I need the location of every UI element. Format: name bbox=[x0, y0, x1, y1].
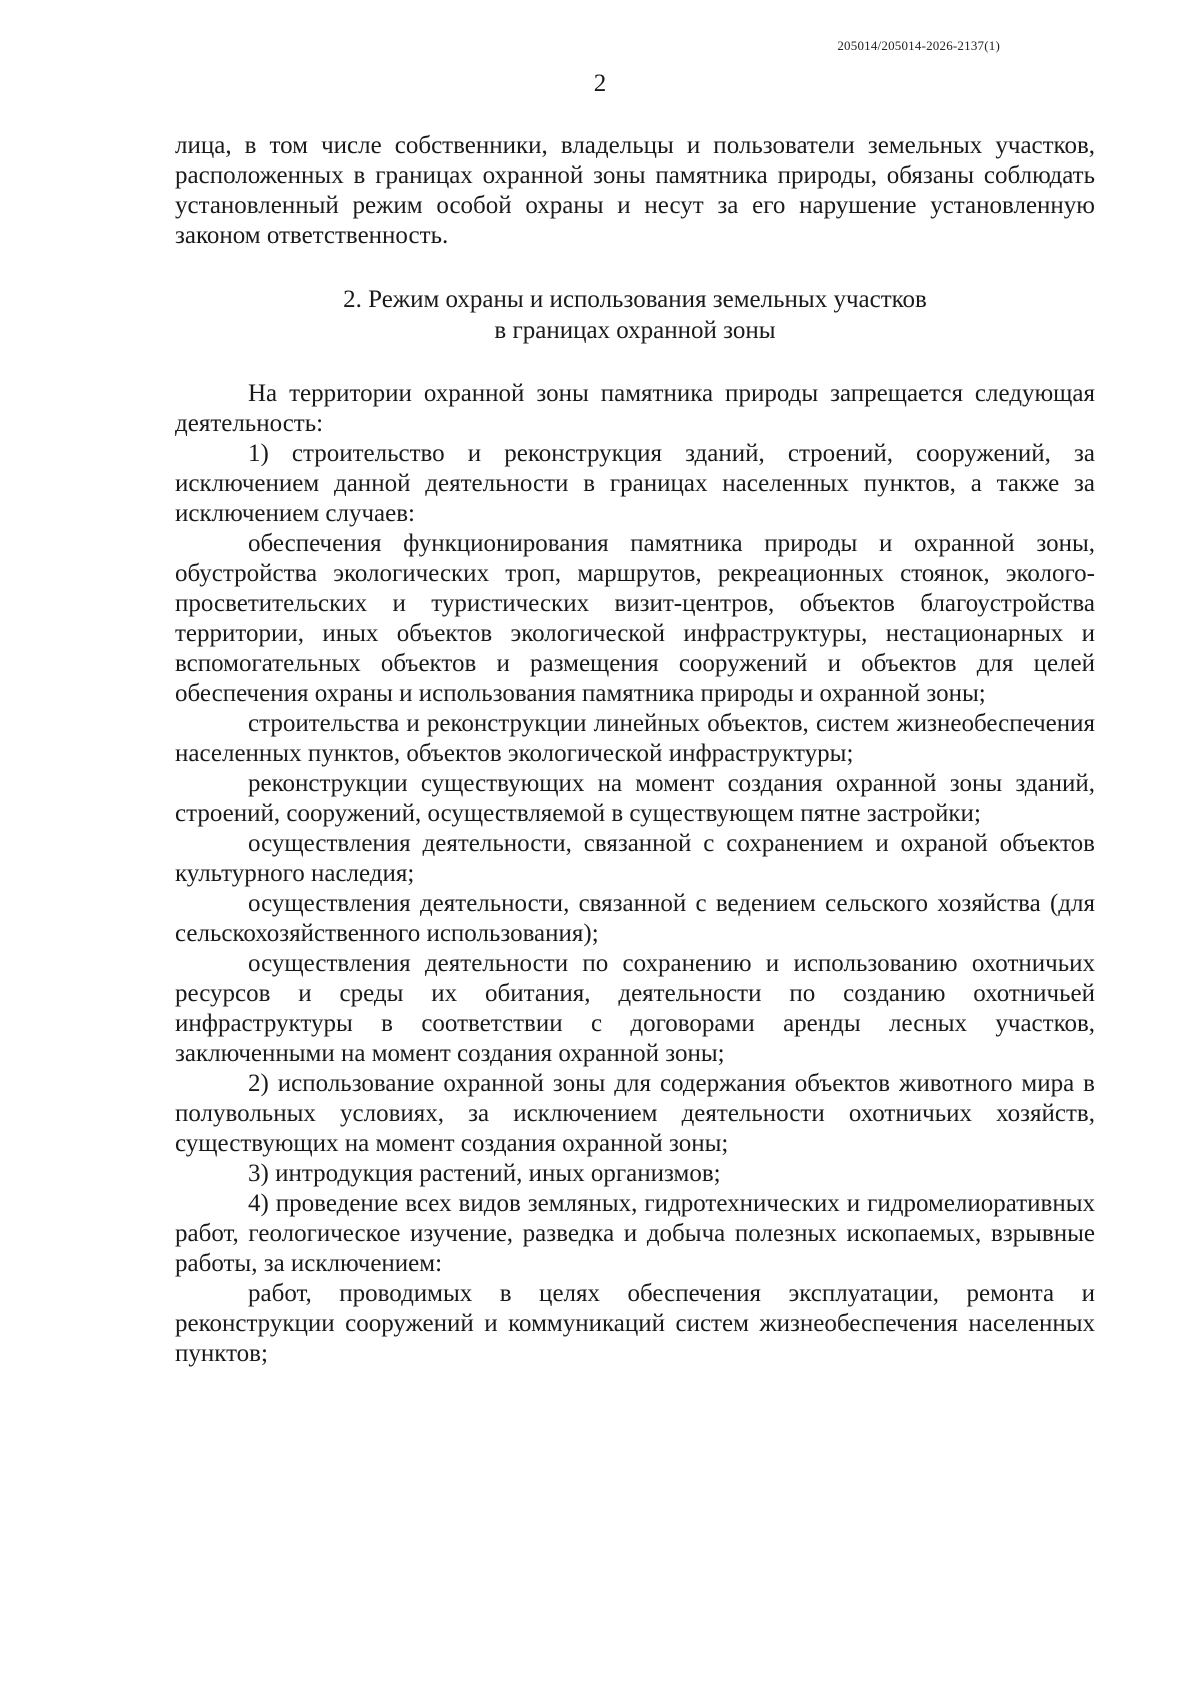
page-number: 2 bbox=[593, 70, 607, 97]
document-body bbox=[175, 131, 1095, 1369]
sub-item-hunting: осуществления деятельности по сохранению и использованию охотничьих ресурсов и среды их обитания, деятельности по созданию охотничьей инфраструктуры в соответствии с договорами аренды лесных участков, заключенными на момент создания охранной зоны; bbox=[175, 950, 1095, 1067]
paragraph-continuation: лица, в том числе собственники, владельцы и пользователи земельных участков, расположенных в границах охранной зоны памятника природы, обязаны соблюдать установленный режим особой охраны и несут за его нарушение установленную законом ответственность. bbox=[175, 132, 1095, 249]
sub-item-agriculture: осуществления деятельности, связанной с ведением сельского хозяйства (для сельскохозяйственного использования); bbox=[175, 890, 1095, 947]
list-item-3: 3) интродукция растений, иных организмов; bbox=[248, 1160, 721, 1187]
section-title bbox=[175, 284, 1095, 346]
paragraph-intro: На территории охранной зоны памятника природы запрещается следующая деятельность: bbox=[175, 380, 1095, 437]
section-title-line-2: в границах охранной зоны bbox=[494, 317, 776, 344]
sub-item-functioning: обеспечения функционирования памятника природы и охранной зоны, обустройства экологических троп, маршрутов, рекреационных стоянок, эколого-просветительских и туристических визит-центров, объектов благоустройства территории, иных объектов экологической инфраструктуры, нестационарных и вспомогательных объектов и размещения сооружений и объектов для целей обеспечения охраны и использования памятника природы и охранной зоны; bbox=[175, 530, 1095, 707]
list-item-2: 2) использование охранной зоны для содержания объектов животного мира в полувольных условиях, за исключением деятельности охотничьих хозяйств, существующих на момент создания охранной зоны; bbox=[175, 1070, 1095, 1157]
sub-item-cultural-heritage: осуществления деятельности, связанной с сохранением и охраной объектов культурного наследия; bbox=[175, 830, 1095, 887]
sub-item-works: работ, проводимых в целях обеспечения эксплуатации, ремонта и реконструкции сооружений и коммуникаций систем жизнеобеспечения населенных пунктов; bbox=[175, 1280, 1095, 1367]
sub-item-reconstruction: реконструкции существующих на момент создания охранной зоны зданий, строений, сооружений, осуществляемой в существующем пятне застройки; bbox=[175, 770, 1095, 827]
document-id: 205014/205014-2026-2137(1) bbox=[837, 38, 1000, 53]
section-title-line-1: 2. Режим охраны и использования земельных участков bbox=[343, 286, 927, 313]
sub-item-linear-objects: строительства и реконструкции линейных объектов, систем жизнеобеспечения населенных пунктов, объектов экологической инфраструктуры; bbox=[175, 710, 1095, 767]
list-item-4: 4) проведение всех видов земляных, гидротехнических и гидромелиоративных работ, геологическое изучение, разведка и добыча полезных ископаемых, взрывные работы, за исключением: bbox=[175, 1190, 1095, 1277]
list-item-1: 1) строительство и реконструкция зданий, строений, сооружений, за исключением данной деятельности в границах населенных пунктов, а также за исключением случаев: bbox=[175, 440, 1095, 527]
